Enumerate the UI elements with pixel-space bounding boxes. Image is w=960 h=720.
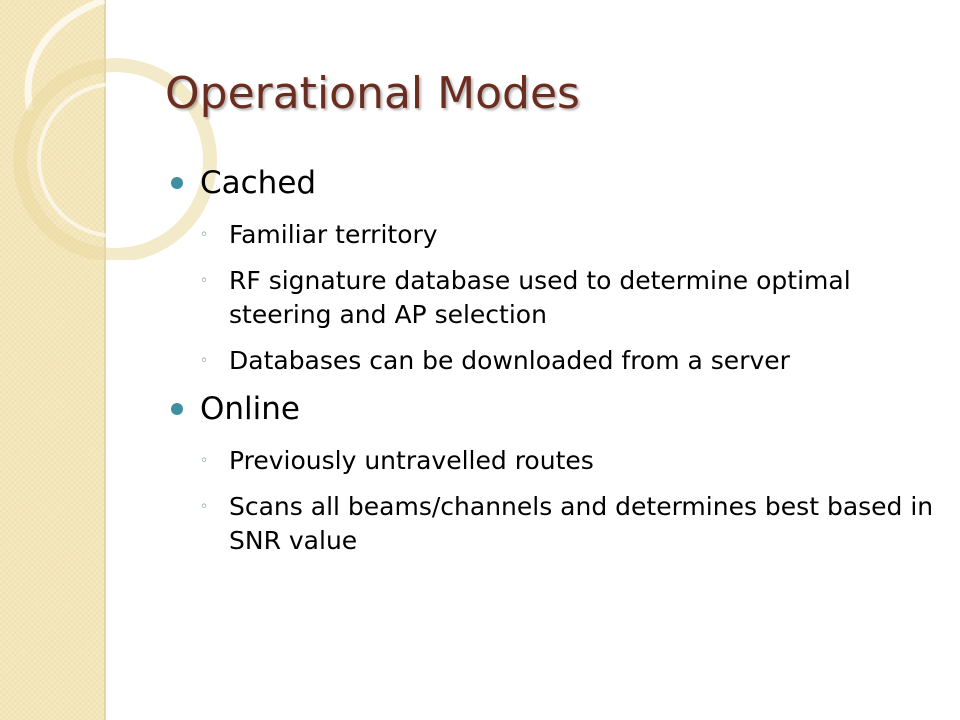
sub-bullet-text: Previously untravelled routes — [229, 446, 594, 475]
list-item-cached — [171, 160, 941, 206]
sub-bullet-text: Familiar territory — [229, 220, 438, 249]
sub-bullet-icon: ◦ — [200, 353, 209, 369]
sub-bullet-icon: ◦ — [200, 273, 209, 289]
bullet-label: Online — [200, 391, 300, 427]
sub-list-item — [171, 264, 941, 332]
sub-list-item — [171, 218, 941, 252]
sub-bullet-text: Databases can be downloaded from a server — [229, 346, 790, 375]
slide-title: Operational Modes — [165, 68, 580, 119]
sub-list-item — [171, 444, 941, 478]
sub-bullet-icon: ◦ — [200, 453, 209, 469]
decorative-side-band — [0, 0, 106, 720]
sub-list-item — [171, 490, 941, 558]
sub-bullet-icon: ◦ — [200, 227, 209, 243]
bullet-list — [171, 160, 941, 558]
sub-bullet-icon: ◦ — [200, 499, 209, 515]
list-item-online — [171, 386, 941, 432]
bullet-dot-icon — [171, 177, 183, 189]
bullet-label: Cached — [200, 165, 317, 201]
bullet-dot-icon — [171, 403, 183, 415]
sub-bullet-text: RF signature database used to determine optimal steering and AP selection — [229, 266, 851, 329]
sub-list-item — [171, 344, 941, 378]
sub-bullet-text: Scans all beams/channels and determines best based in SNR value — [229, 492, 934, 555]
